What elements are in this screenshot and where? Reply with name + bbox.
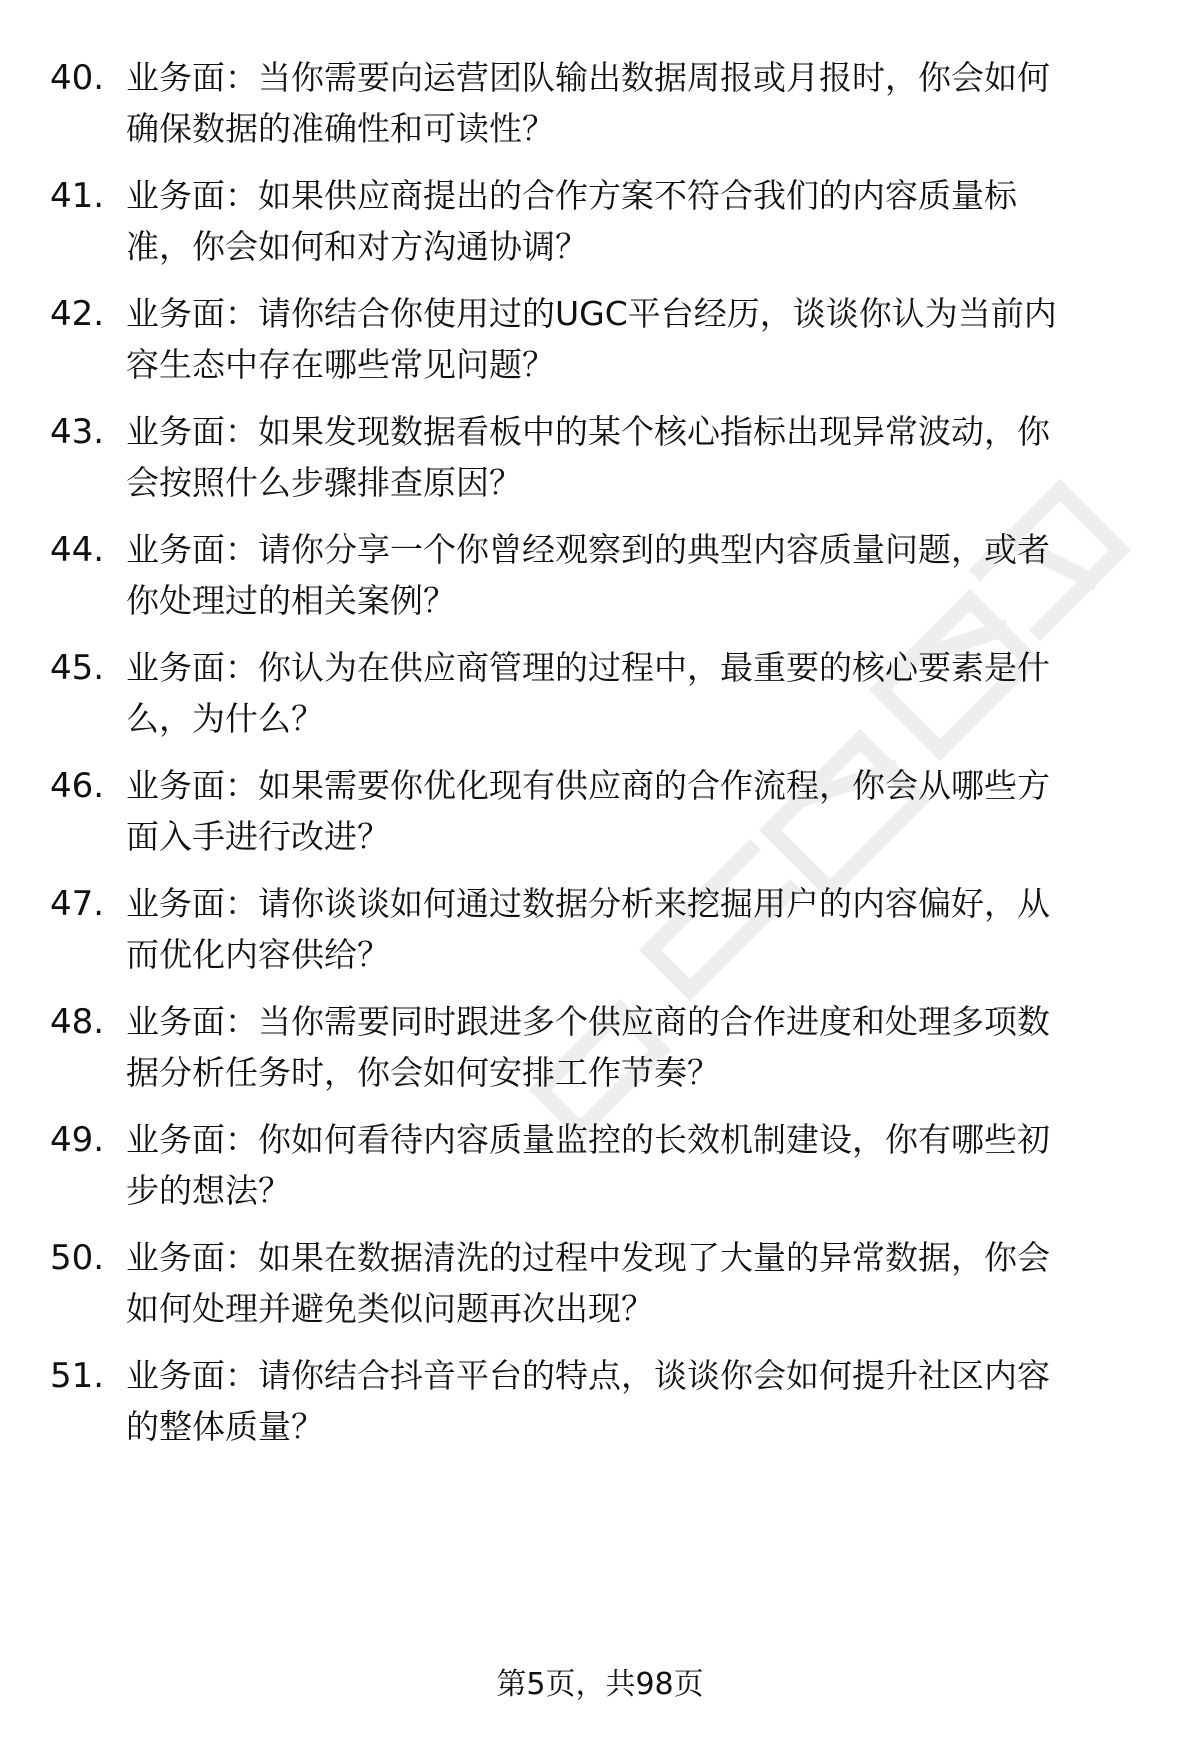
question-item bbox=[0, 1354, 1200, 1454]
question-text-line: 确保数据的准确性和可读性？ bbox=[126, 109, 555, 148]
question-text-line: 业务面：如果发现数据看板中的某个核心指标出现异常波动，你 bbox=[126, 412, 1050, 451]
question-number: 45. bbox=[50, 648, 105, 688]
question-text-line: 业务面：当你需要向运营团队输出数据周报或月报时，你会如何 bbox=[126, 58, 1050, 97]
question-item bbox=[0, 1236, 1200, 1336]
question-text-line: 容生态中存在哪些常见问题？ bbox=[126, 345, 555, 384]
question-number: 47. bbox=[50, 884, 105, 924]
question-text-line: 业务面：请你谈谈如何通过数据分析来挖掘用户的内容偏好，从 bbox=[126, 884, 1050, 923]
question-text-line: 业务面：你认为在供应商管理的过程中，最重要的核心要素是什 bbox=[126, 648, 1050, 687]
question-number: 51. bbox=[50, 1356, 105, 1396]
question-number: 49. bbox=[50, 1120, 105, 1160]
question-item bbox=[0, 646, 1200, 746]
question-item bbox=[0, 410, 1200, 510]
question-item bbox=[0, 174, 1200, 274]
question-number: 42. bbox=[50, 294, 105, 334]
question-text-line: 据分析任务时，你会如何安排工作节奏？ bbox=[126, 1053, 720, 1092]
question-text-line: 而优化内容供给？ bbox=[126, 935, 390, 974]
question-text-line: 业务面：当你需要同时跟进多个供应商的合作进度和处理多项数 bbox=[126, 1002, 1050, 1041]
question-number: 44. bbox=[50, 530, 105, 570]
question-number: 50. bbox=[50, 1238, 105, 1278]
question-text-line: 业务面：请你结合抖音平台的特点，谈谈你会如何提升社区内容 bbox=[126, 1356, 1050, 1395]
question-text-line: 如何处理并避免类似问题再次出现？ bbox=[126, 1289, 654, 1328]
page-indicator: 第5页，共98页 bbox=[496, 1667, 704, 1702]
question-text-line: 的整体质量？ bbox=[126, 1407, 324, 1446]
question-item bbox=[0, 528, 1200, 628]
question-text-line: 会按照什么步骤排查原因？ bbox=[126, 463, 522, 502]
question-number: 41. bbox=[50, 176, 105, 216]
question-text-line: 你处理过的相关案例？ bbox=[126, 581, 456, 620]
question-item bbox=[0, 1118, 1200, 1218]
question-item bbox=[0, 764, 1200, 864]
question-number: 48. bbox=[50, 1002, 105, 1042]
question-text-line: 业务面：你如何看待内容质量监控的长效机制建设，你有哪些初 bbox=[126, 1120, 1050, 1159]
question-text-line: 准，你会如何和对方沟通协调？ bbox=[126, 227, 588, 266]
question-item bbox=[0, 882, 1200, 982]
question-text-line: 么，为什么？ bbox=[126, 699, 324, 738]
question-number: 40. bbox=[50, 58, 105, 98]
question-item bbox=[0, 56, 1200, 156]
question-text-line: 业务面：请你结合你使用过的UGC平台经历，谈谈你认为当前内 bbox=[126, 294, 1057, 333]
question-number: 43. bbox=[50, 412, 105, 452]
question-text-line: 业务面：如果供应商提出的合作方案不符合我们的内容质量标 bbox=[126, 176, 1017, 215]
question-text-line: 面入手进行改进？ bbox=[126, 817, 390, 856]
question-text-line: 业务面：如果需要你优化现有供应商的合作流程，你会从哪些方 bbox=[126, 766, 1050, 805]
question-text-line: 业务面：如果在数据清洗的过程中发现了大量的异常数据，你会 bbox=[126, 1238, 1050, 1277]
question-item bbox=[0, 292, 1200, 392]
question-number: 46. bbox=[50, 766, 105, 806]
question-text-line: 步的想法？ bbox=[126, 1171, 291, 1210]
question-item bbox=[0, 1000, 1200, 1100]
question-text-line: 业务面：请你分享一个你曾经观察到的典型内容质量问题，或者 bbox=[126, 530, 1050, 569]
